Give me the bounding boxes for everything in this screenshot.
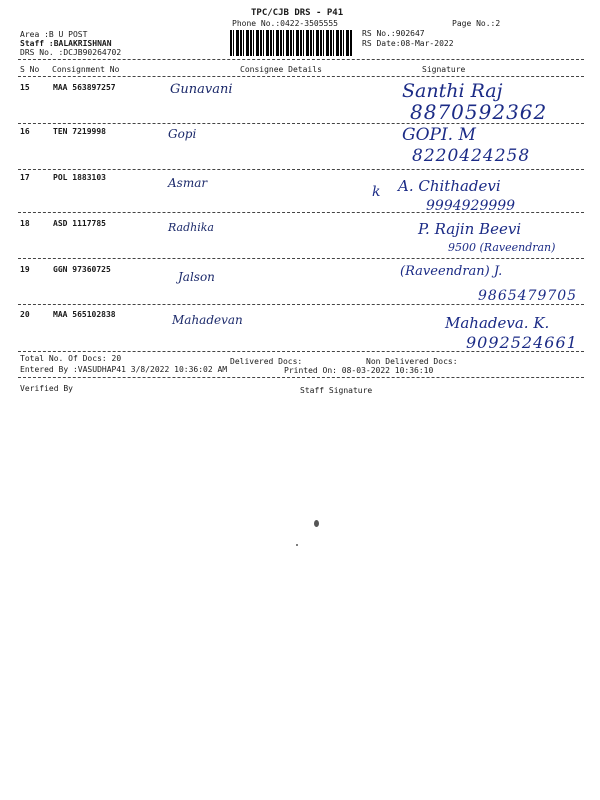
header-divider [18, 59, 584, 60]
consignee-handwriting: Mahadevan [172, 313, 243, 327]
row-sno: 18 [20, 219, 30, 228]
row-divider [18, 123, 584, 124]
signature-phone: 9865479705 [478, 288, 578, 304]
row-consignment: GGN 97360725 [53, 265, 111, 274]
row-sno: 16 [20, 127, 30, 136]
row-divider [18, 351, 584, 352]
signature-name: (Raveendran) J. [400, 264, 503, 279]
row-consignment: MAA 563897257 [53, 83, 116, 92]
phone-number: Phone No.:0422-3505555 [232, 19, 338, 28]
row-consignment: MAA 565102838 [53, 310, 116, 319]
rs-date: RS Date:08-Mar-2022 [362, 39, 454, 48]
row-sno: 20 [20, 310, 30, 319]
signature-name: Santhi Raj [402, 80, 503, 102]
signature-name: Mahadeva. K. [445, 314, 550, 332]
consignee-handwriting: Radhika [168, 221, 214, 234]
total-docs: Total No. Of Docs: 20 [20, 354, 122, 363]
signature-name: A. Chithadevi [398, 177, 501, 195]
signature-phone: 8220424258 [412, 146, 531, 166]
row-divider [18, 169, 584, 170]
staff-label: Staff :BALAKRISHNAN [20, 39, 112, 48]
page-number: Page No.:2 [452, 19, 501, 28]
barcode [230, 30, 352, 56]
consignee-handwriting: Asmar [168, 176, 208, 190]
drs-number: DRS No. :DCJB90264702 [20, 48, 122, 57]
signature-mark-icon: k [372, 184, 381, 200]
row-consignment: ASD 1117785 [53, 219, 106, 228]
printed-on: Printed On: 08-03-2022 10:36:10 [284, 366, 434, 375]
columns-divider [18, 76, 584, 77]
row-divider [18, 212, 584, 213]
rs-number: RS No.:902647 [362, 29, 425, 38]
signature-phone: 9994929999 [426, 198, 516, 214]
col-consignee: Consignee Details [240, 65, 322, 74]
signature-phone: 9092524661 [466, 333, 578, 352]
staff-signature: Staff Signature [300, 386, 373, 395]
consignee-handwriting: Jalson [178, 270, 215, 284]
col-sno: S No [20, 65, 40, 74]
row-divider [18, 258, 584, 259]
col-consignment: Consignment No [52, 65, 120, 74]
delivered-docs: Delivered Docs: [230, 357, 303, 366]
consignee-handwriting: Gopi [168, 127, 197, 141]
col-signature: Signature [422, 65, 466, 74]
footer-divider [18, 377, 584, 378]
document-title: TPC/CJB DRS - P41 [251, 8, 344, 18]
row-sno: 17 [20, 173, 30, 182]
signature-name: P. Rajin Beevi [418, 220, 522, 238]
scan-speck [296, 544, 298, 546]
signature-name: GOPI. M [402, 125, 476, 145]
signature-phone: 9500 (Raveendran) [448, 241, 556, 254]
row-consignment: TEN 7219998 [53, 127, 106, 136]
row-divider [18, 304, 584, 305]
entered-by: Entered By :VASUDHAP41 3/8/2022 10:36:02 AM [20, 365, 228, 374]
row-consignment: POL 1883103 [53, 173, 106, 182]
row-sno: 19 [20, 265, 30, 274]
signature-phone: 8870592362 [410, 100, 548, 124]
area-label: Area :B U POST [20, 30, 88, 39]
verified-by: Verified By [20, 384, 73, 393]
scan-speck [314, 520, 319, 527]
row-sno: 15 [20, 83, 30, 92]
non-delivered-docs: Non Delivered Docs: [366, 357, 458, 366]
consignee-handwriting: Gunavani [170, 82, 233, 97]
